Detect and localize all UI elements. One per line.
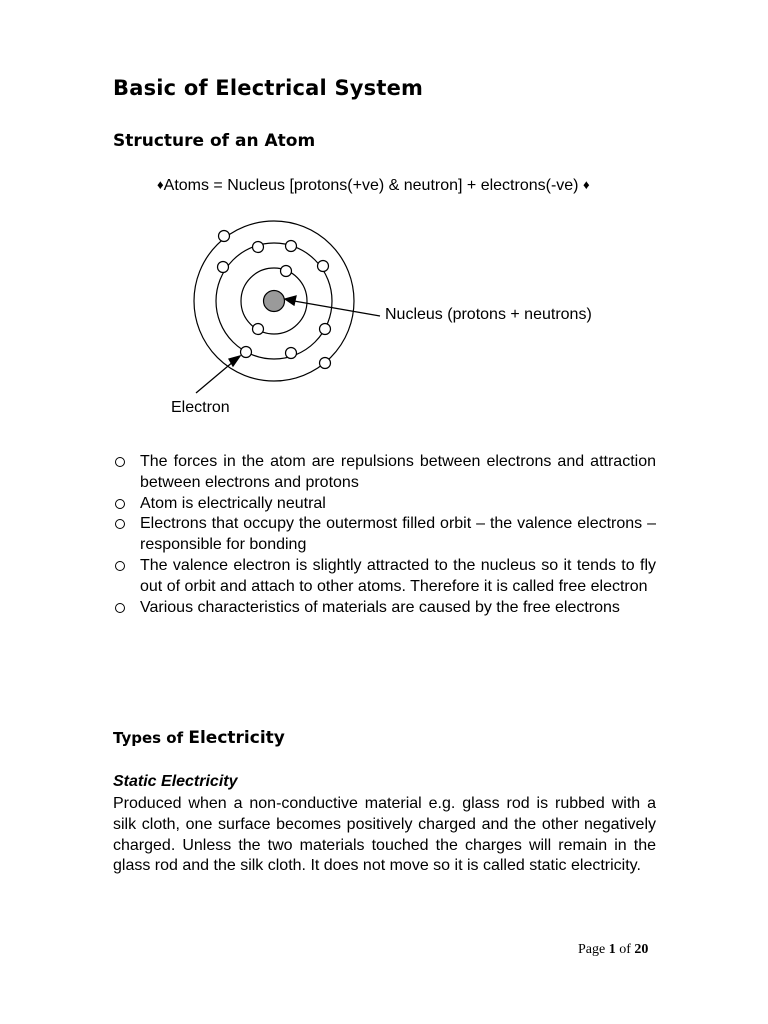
electron	[286, 241, 297, 252]
section-heading-types-of-electricity: Types of Electricity	[113, 728, 285, 748]
bullet-circle-icon	[115, 561, 125, 571]
static-electricity-paragraph: Produced when a non-conductive material e.g. glass rod is rubbed with a silk cloth, one surface becomes positively charged and the other negatively charged. Unless the two materials touched the charges will remain in the glass rod and the silk cloth. It does not move so it is called static electricity.	[113, 795, 656, 875]
electron	[286, 348, 297, 359]
electron-label: Electron	[171, 399, 230, 416]
list-item: Various characteristics of materials are caused by the free electrons	[113, 598, 656, 619]
bullet-circle-icon	[115, 603, 125, 613]
bullet-circle-icon	[115, 457, 125, 467]
electron	[241, 347, 252, 358]
diamond-icon: ♦	[582, 177, 590, 192]
electron	[281, 266, 292, 277]
list-item: Atom is electrically neutral	[113, 494, 656, 515]
bullet-circle-icon	[115, 499, 125, 509]
document-title: Basic of Electrical System	[113, 76, 424, 100]
electron	[318, 261, 329, 272]
atom-facts-list	[113, 452, 656, 618]
electron	[320, 358, 331, 369]
nucleus-label: Nucleus (protons + neutrons)	[385, 306, 592, 323]
list-item: The forces in the atom are repulsions between electrons and attraction between electrons and protons	[113, 452, 656, 494]
atom-formula-text: Atoms = Nucleus [protons(+ve) & neutron] + electrons(-ve)	[163, 177, 583, 194]
subheading-static-electricity: Static Electricity	[113, 773, 238, 790]
electron	[320, 324, 331, 335]
electron	[218, 262, 229, 273]
electron	[253, 324, 264, 335]
atom-diagram	[160, 220, 400, 400]
bullet-circle-icon	[115, 519, 125, 529]
list-item: Electrons that occupy the outermost filled orbit – the valence electrons – responsible for bonding	[113, 514, 656, 556]
electron-pointer-arrow	[196, 356, 240, 393]
electron	[219, 231, 230, 242]
electron	[253, 242, 264, 253]
section-heading-atom-structure: Structure of an Atom	[113, 131, 316, 151]
nucleus	[264, 291, 285, 312]
list-item: The valence electron is slightly attracted to the nucleus so it tends to fly out of orbit and attach to other atoms. Therefore it is called free electron	[113, 556, 656, 598]
atom-formula	[157, 177, 590, 195]
diamond-icon: ♦	[157, 177, 164, 192]
page-number: Page 1 of 20	[578, 942, 649, 957]
